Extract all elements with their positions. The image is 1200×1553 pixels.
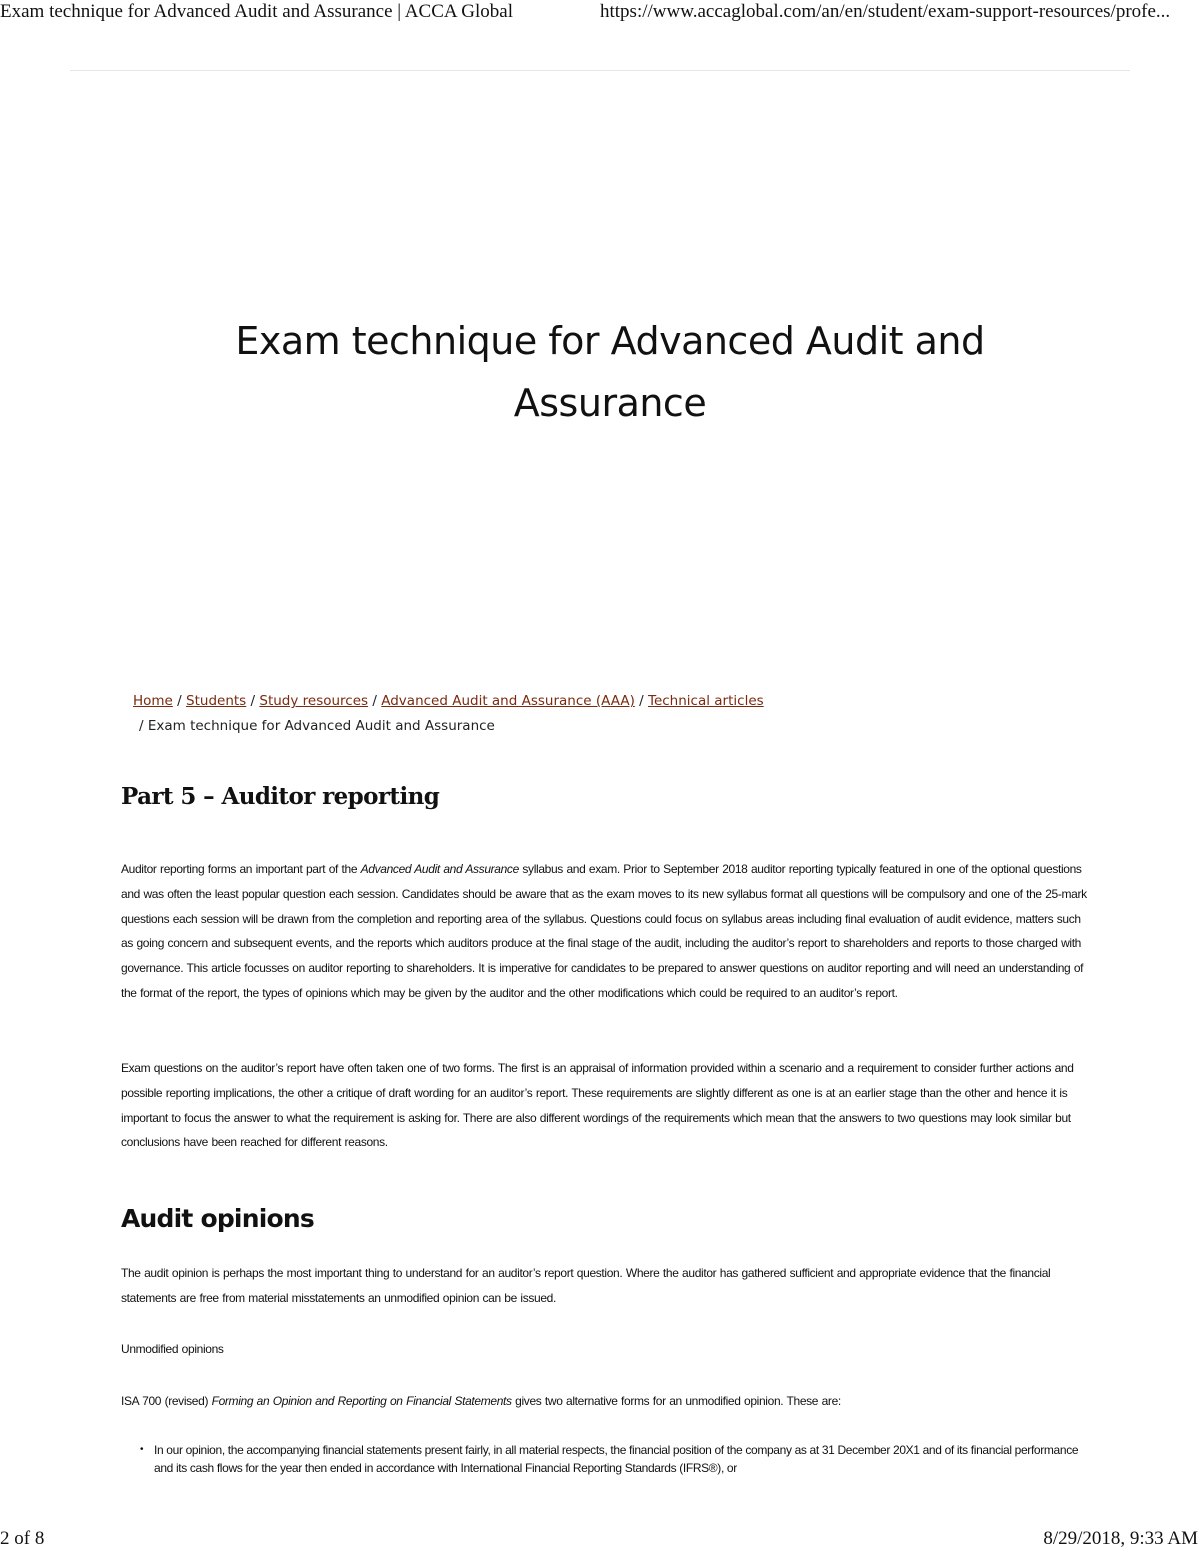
bullet-icon: • bbox=[140, 1444, 144, 1455]
isa-700-standard-title: Forming an Opinion and Reporting on Financial Statements bbox=[211, 1394, 512, 1408]
list-item bbox=[140, 1441, 1094, 1477]
isa-700-rest: gives two alternative forms for an unmodified opinion. These are: bbox=[511, 1394, 841, 1408]
isa-700-label: ISA 700 (revised) bbox=[121, 1394, 212, 1408]
audit-opinions-paragraph: The audit opinion is perhaps the most important thing to understand for an auditor’s report question. Where the auditor has gathered sufficient and appropriate evidence that the financial statements are free from material misstatements an unmodified opinion can be issued. bbox=[121, 1266, 1051, 1305]
intro-paragraph-1-start: Auditor reporting forms an important part of the bbox=[121, 862, 361, 876]
breadcrumb-separator: / bbox=[250, 693, 256, 709]
print-header-url: https://www.accaglobal.com/an/en/student/exam-support-resources/profe... bbox=[600, 1, 1171, 22]
print-footer-datetime: 8/29/2018, 9:33 AM bbox=[1043, 1528, 1198, 1549]
breadcrumb-link-students[interactable]: Students bbox=[186, 693, 247, 709]
isa-700-paragraph bbox=[121, 1389, 1096, 1414]
print-header-title: Exam technique for Advanced Audit and Assurance | ACCA Global bbox=[0, 1, 514, 22]
breadcrumb-separator: / bbox=[177, 693, 182, 709]
intro-paragraph-1 bbox=[121, 857, 1096, 1006]
opinion-forms-list bbox=[121, 1441, 1094, 1477]
breadcrumb-link-technical-articles[interactable]: Technical articles bbox=[648, 693, 764, 709]
intro-paragraph-2: Exam questions on the auditor’s report have often taken one of two forms. The first is an appraisal of information provided within a scenario and a requirement to consider further actions and possible reporting implications, the other a critique of draft wording for an auditor’s report. These requirements are slightly different as one is at an earlier stage than the other and hence it is important to focus the answer to what the requirement is asking for. There are also different wordings of the requirements which mean that the answers to two questions may look similar but conclusions have been reached for different reasons. bbox=[121, 1061, 1074, 1150]
breadcrumb-current-page: / Exam technique for Advanced Audit and Assurance bbox=[139, 718, 495, 734]
list-item-text: In our opinion, the accompanying financial statements present fairly, in all material respects, the financial position of the company as at 31 December 20X1 and of its financial performance and its cash flows for the year then ended in accordance with International Financial Reporting Standards (IFRS®), or bbox=[154, 1443, 1079, 1475]
breadcrumb-link-study-resources[interactable]: Study resources bbox=[259, 693, 369, 709]
part-heading: Part 5 – Auditor reporting bbox=[121, 783, 440, 810]
intro-paragraph-1-rest: syllabus and exam. Prior to September 2018 auditor reporting typically featured in one of the optional questions and was often the least popular question each session. Candidates should be aware that as the exam moves to its new syllabus format all questions will be compulsory and one of the 25-mark questions each session will be drawn from the completion and reporting area of the syllabus. Questions could focus on syllabus areas including final evaluation of audit evidence, matters such as going concern and subsequent events, and the reports which auditors produce at the final stage of the audit, including the auditor’s report to shareholders and reports to those charged with governance. This article focusses on auditor reporting to shareholders. It is imperative for candidates to be prepared to answer questions on auditor reporting and will need an understanding of the format of the report, the types of opinions which may be given by the auditor and the other modifications which could be required to an auditor’s report. bbox=[121, 862, 1087, 1000]
header-divider bbox=[70, 70, 1130, 71]
syllabus-name: Advanced Audit and Assurance bbox=[360, 862, 519, 876]
breadcrumb-link-home[interactable]: Home bbox=[133, 693, 173, 709]
breadcrumb-separator: / bbox=[639, 693, 644, 709]
breadcrumb bbox=[133, 689, 1033, 739]
breadcrumb-link-aaa[interactable]: Advanced Audit and Assurance (AAA) bbox=[381, 693, 635, 709]
unmodified-opinions-subheading: Unmodified opinions bbox=[121, 1342, 224, 1356]
page-title: Exam technique for Advanced Audit and Assurance bbox=[235, 319, 985, 425]
breadcrumb-separator: / bbox=[372, 693, 377, 709]
print-footer-page-number: 2 of 8 bbox=[0, 1528, 45, 1549]
audit-opinions-heading: Audit opinions bbox=[121, 1204, 314, 1233]
